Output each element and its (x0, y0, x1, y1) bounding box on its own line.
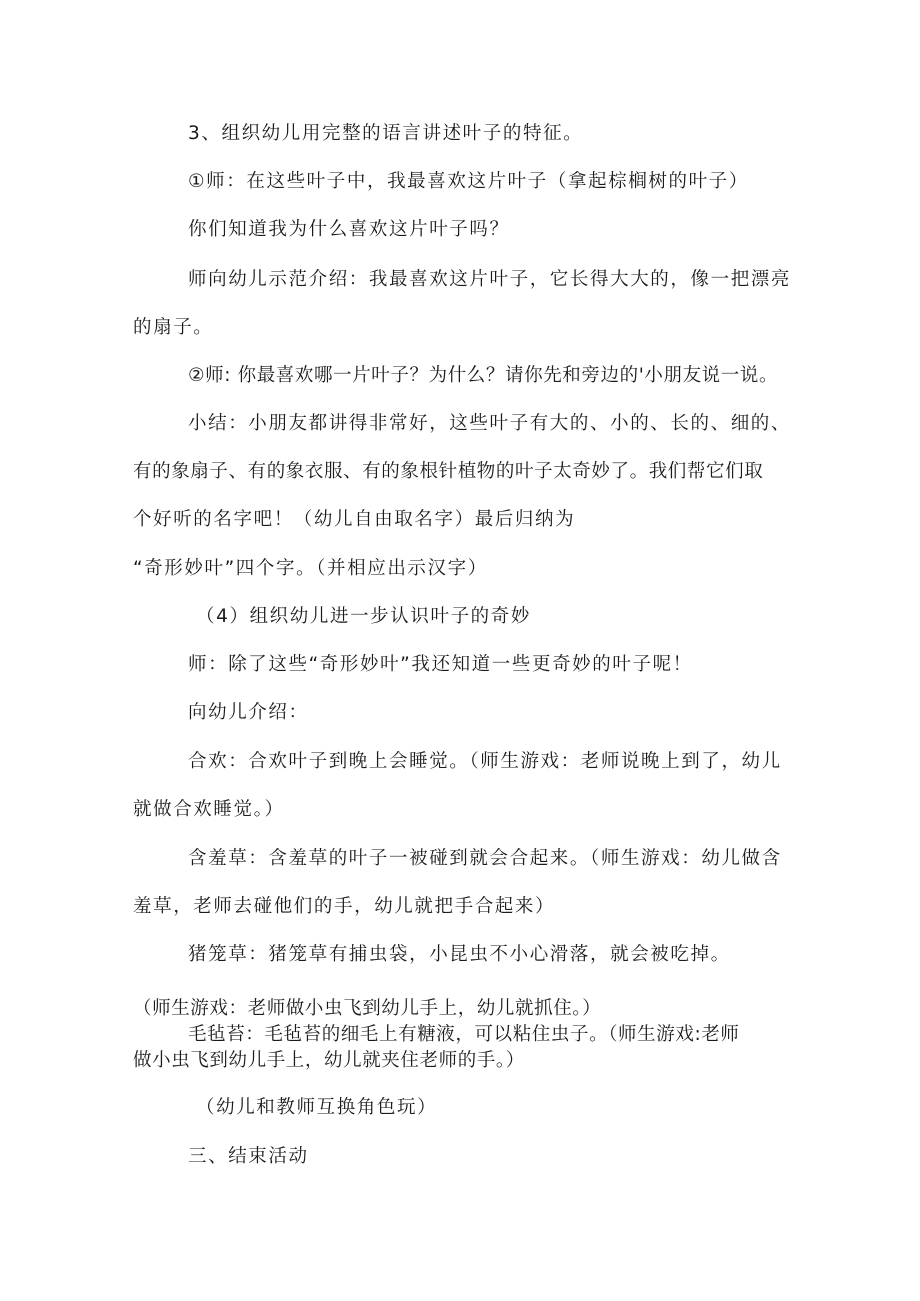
paragraph-line: 做小虫飞到幼儿手上，幼儿就夹住老师的手。） (133, 1050, 525, 1071)
paragraph-line: 你们知道我为什么喜欢这片叶子吗？ (188, 219, 510, 240)
paragraph-line: “奇形妙叶”四个字。（并相应出示汉字） (133, 558, 488, 579)
paragraph-line: 就做合欢睡觉。） (133, 799, 285, 820)
paragraph-line: 向幼儿介绍： (188, 702, 309, 723)
paragraph-line: 师：除了这些“奇形妙叶”我还知道一些更奇妙的叶子呢！ (188, 654, 693, 675)
section-heading: 三、结束活动 (188, 1146, 309, 1167)
paragraph-line: 合欢：合欢叶子到晚上会睡觉。（师生游戏：老师说晚上到了，幼儿 (188, 751, 782, 772)
paragraph-line: 师向幼儿示范介绍：我最喜欢这片叶子，它长得大大的，像一把漂亮 (188, 269, 792, 290)
paragraph-line: 毛毡苔：毛毡苔的细毛上有糖液，可以粘住虫子。（师生游戏:老师 (188, 1024, 740, 1045)
paragraph-line: ②师: 你最喜欢哪一片叶子？为什么？请你先和旁边的'小朋友说一说。 (188, 365, 779, 386)
paragraph-line: 猪笼草：猪笼草有捕虫袋，小昆虫不小心滑落，就会被吃掉。 (188, 944, 731, 965)
paragraph-line: 含羞草：含羞草的叶子一被碰到就会合起来。（师生游戏：幼儿做含 (188, 848, 782, 869)
paragraph-line: 的扇子。 (133, 317, 214, 338)
paragraph-line: 个好听的名字吧！（幼儿自由取名字）最后归纳为 (133, 509, 576, 530)
paragraph-line: 3、组织幼儿用完整的语言讲述叶子的特征。 (188, 123, 584, 144)
paragraph-line: （4）组织幼儿进一步认识叶子的奇妙 (196, 606, 531, 627)
paragraph-line: ①师：在这些叶子中，我最喜欢这片叶子（拿起棕榈树的叶子） (188, 171, 749, 192)
paragraph-line: 羞草，老师去碰他们的手，幼儿就把手合起来） (133, 896, 556, 917)
paragraph-line: 小结：小朋友都讲得非常好，这些叶子有大的、小的、长的、细的、 (188, 413, 792, 434)
paragraph-line: 有的象扇子、有的象衣服、有的象根针植物的叶子太奇妙了。我们帮它们取 (133, 461, 764, 482)
paragraph-line: （师生游戏：老师做小虫飞到幼儿手上，幼儿就抓住。） (133, 998, 602, 1019)
paragraph-line: （幼儿和教师互换角色玩） (196, 1097, 438, 1118)
